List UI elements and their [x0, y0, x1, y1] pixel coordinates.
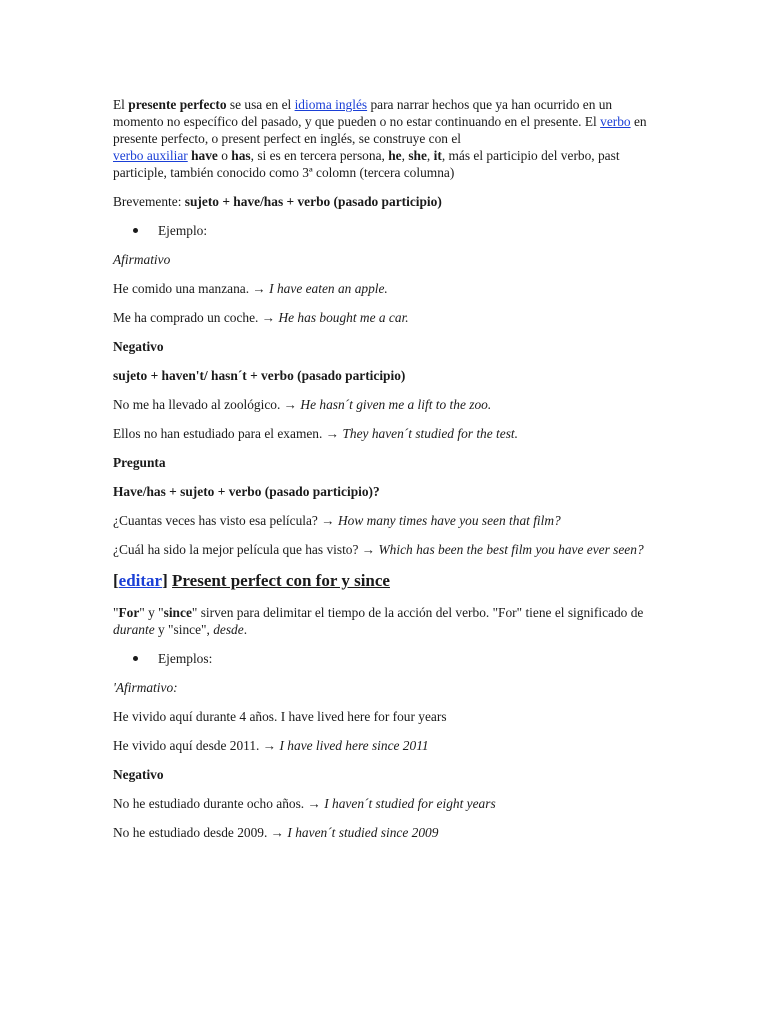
affirmative-formula: sujeto + have/has + verbo (pasado participio): [184, 194, 442, 209]
example-spanish: ¿Cuantas veces has visto esa película? →: [113, 513, 338, 528]
afirmativo-label: [113, 679, 658, 696]
example-spanish: He comido una manzana. →: [113, 281, 270, 296]
example-spanish: He vivido aquí desde 2011. →: [113, 738, 280, 753]
example-spanish: No he estudiado desde 2009. →: [113, 825, 288, 840]
example-spanish: Me ha comprado un coche. →: [113, 310, 279, 325]
example-spanish: No he estudiado durante ocho años. →: [113, 796, 325, 811]
example-sentence: [113, 425, 658, 442]
intro-text: El: [113, 97, 129, 112]
term-for: For: [118, 605, 140, 620]
paragraph-text: y "since",: [154, 622, 214, 637]
section-heading: [113, 570, 658, 592]
example-spanish: ¿Cuál ha sido la mejor película que has visto? →: [113, 542, 379, 557]
example-sentence: [113, 795, 658, 812]
example-spanish: No me ha llevado al zoológico. →: [113, 397, 301, 412]
heading-bracket: ]: [162, 571, 173, 590]
term-it: it: [433, 148, 442, 163]
intro-text: o: [217, 148, 232, 163]
example-english: They haven´t studied for the test.: [342, 426, 518, 441]
afirmativo-label: [113, 251, 658, 268]
paragraph-text: " sirven para delimitar el tiempo de la acción del verbo. "For" tiene el significado de: [191, 605, 644, 620]
example-english: I have eaten an apple.: [269, 281, 388, 296]
term-he: he: [388, 148, 402, 163]
negative-formula-text: sujeto + haven't/ hasn´t + verbo (pasado participio): [113, 368, 406, 383]
example-sentence: [113, 396, 658, 413]
bullet-label: Ejemplo:: [158, 223, 208, 238]
intro-text: ,: [401, 148, 409, 163]
intro-text: en presente perfecto, o present perfect en inglés, se construye con el: [113, 114, 647, 146]
example-sentence: [113, 541, 658, 558]
afirmativo-label-text: Afirmativo: [113, 252, 171, 267]
edit-link[interactable]: editar: [118, 571, 163, 590]
intro-text: ,: [426, 148, 434, 163]
intro-text: , más el participio del verbo, past participle, también conocido como 3ª colomn (tercera columna): [113, 148, 620, 180]
example-sentence: [113, 824, 658, 841]
brevemente-line: [113, 193, 658, 210]
intro-text: para narrar hechos que ya han ocurrido en un momento no específico del pasado, y que pueden o no estar continuando en el presente. El: [113, 97, 613, 129]
link-verbo-auxiliar[interactable]: verbo auxiliar: [113, 148, 188, 163]
paragraph-text: .: [243, 622, 248, 637]
paragraph-text: " y ": [139, 605, 164, 620]
example-spanish: He vivido aquí durante 4 años. I have lived here for four years: [113, 709, 447, 724]
section-title: Present perfect con for y since: [172, 571, 390, 590]
term-she: she: [408, 148, 427, 163]
intro-paragraph: [113, 96, 658, 181]
bullet-icon: [133, 228, 138, 233]
example-english: I have lived here since 2011: [279, 738, 429, 753]
negative-formula: [113, 367, 658, 384]
bullet-label: Ejemplos:: [158, 651, 213, 666]
pregunta-label-text: Pregunta: [113, 455, 166, 470]
term-have: have: [191, 148, 218, 163]
example-spanish: Ellos no han estudiado para el examen. →: [113, 426, 343, 441]
link-idioma-ingles[interactable]: idioma inglés: [294, 97, 368, 112]
article-content: [113, 96, 658, 853]
brevemente-label: Brevemente:: [113, 194, 185, 209]
intro-text: se usa en el: [226, 97, 295, 112]
term-desde: desde: [213, 622, 244, 637]
negativo-label-text: Negativo: [113, 339, 164, 354]
example-sentence: [113, 280, 658, 297]
negativo-label: [113, 766, 658, 783]
term-durante: durante: [113, 622, 155, 637]
example-sentence: [113, 737, 658, 754]
ejemplo-bullet: [113, 222, 658, 239]
term-since: since: [163, 605, 192, 620]
example-english: I haven´t studied since 2009: [287, 825, 439, 840]
intro-text: , si es en tercera persona,: [250, 148, 389, 163]
example-english: He hasn´t given me a lift to the zoo.: [300, 397, 492, 412]
term-has: has: [231, 148, 251, 163]
example-english: Which has been the best film you have ever seen?: [378, 542, 644, 557]
paragraph-text: ": [113, 605, 119, 620]
example-english: How many times have you seen that film?: [337, 513, 561, 528]
negativo-label-text: Negativo: [113, 767, 164, 782]
question-formula: [113, 483, 658, 500]
example-sentence: [113, 309, 658, 326]
bullet-icon: [133, 656, 138, 661]
question-formula-text: Have/has + sujeto + verbo (pasado participio)?: [113, 484, 380, 499]
for-since-paragraph: [113, 604, 658, 638]
example-sentence: [113, 512, 658, 529]
example-sentence: [113, 708, 658, 725]
negativo-label: [113, 338, 658, 355]
ejemplos-bullet: [113, 650, 658, 667]
afirmativo-label-text: 'Afirmativo:: [113, 680, 178, 695]
example-english: He has bought me a car.: [278, 310, 409, 325]
example-english: I haven´t studied for eight years: [324, 796, 496, 811]
heading-bracket: [: [113, 571, 119, 590]
pregunta-label: [113, 454, 658, 471]
term-presente-perfecto: presente perfecto: [128, 97, 227, 112]
link-verbo[interactable]: verbo: [600, 114, 631, 129]
